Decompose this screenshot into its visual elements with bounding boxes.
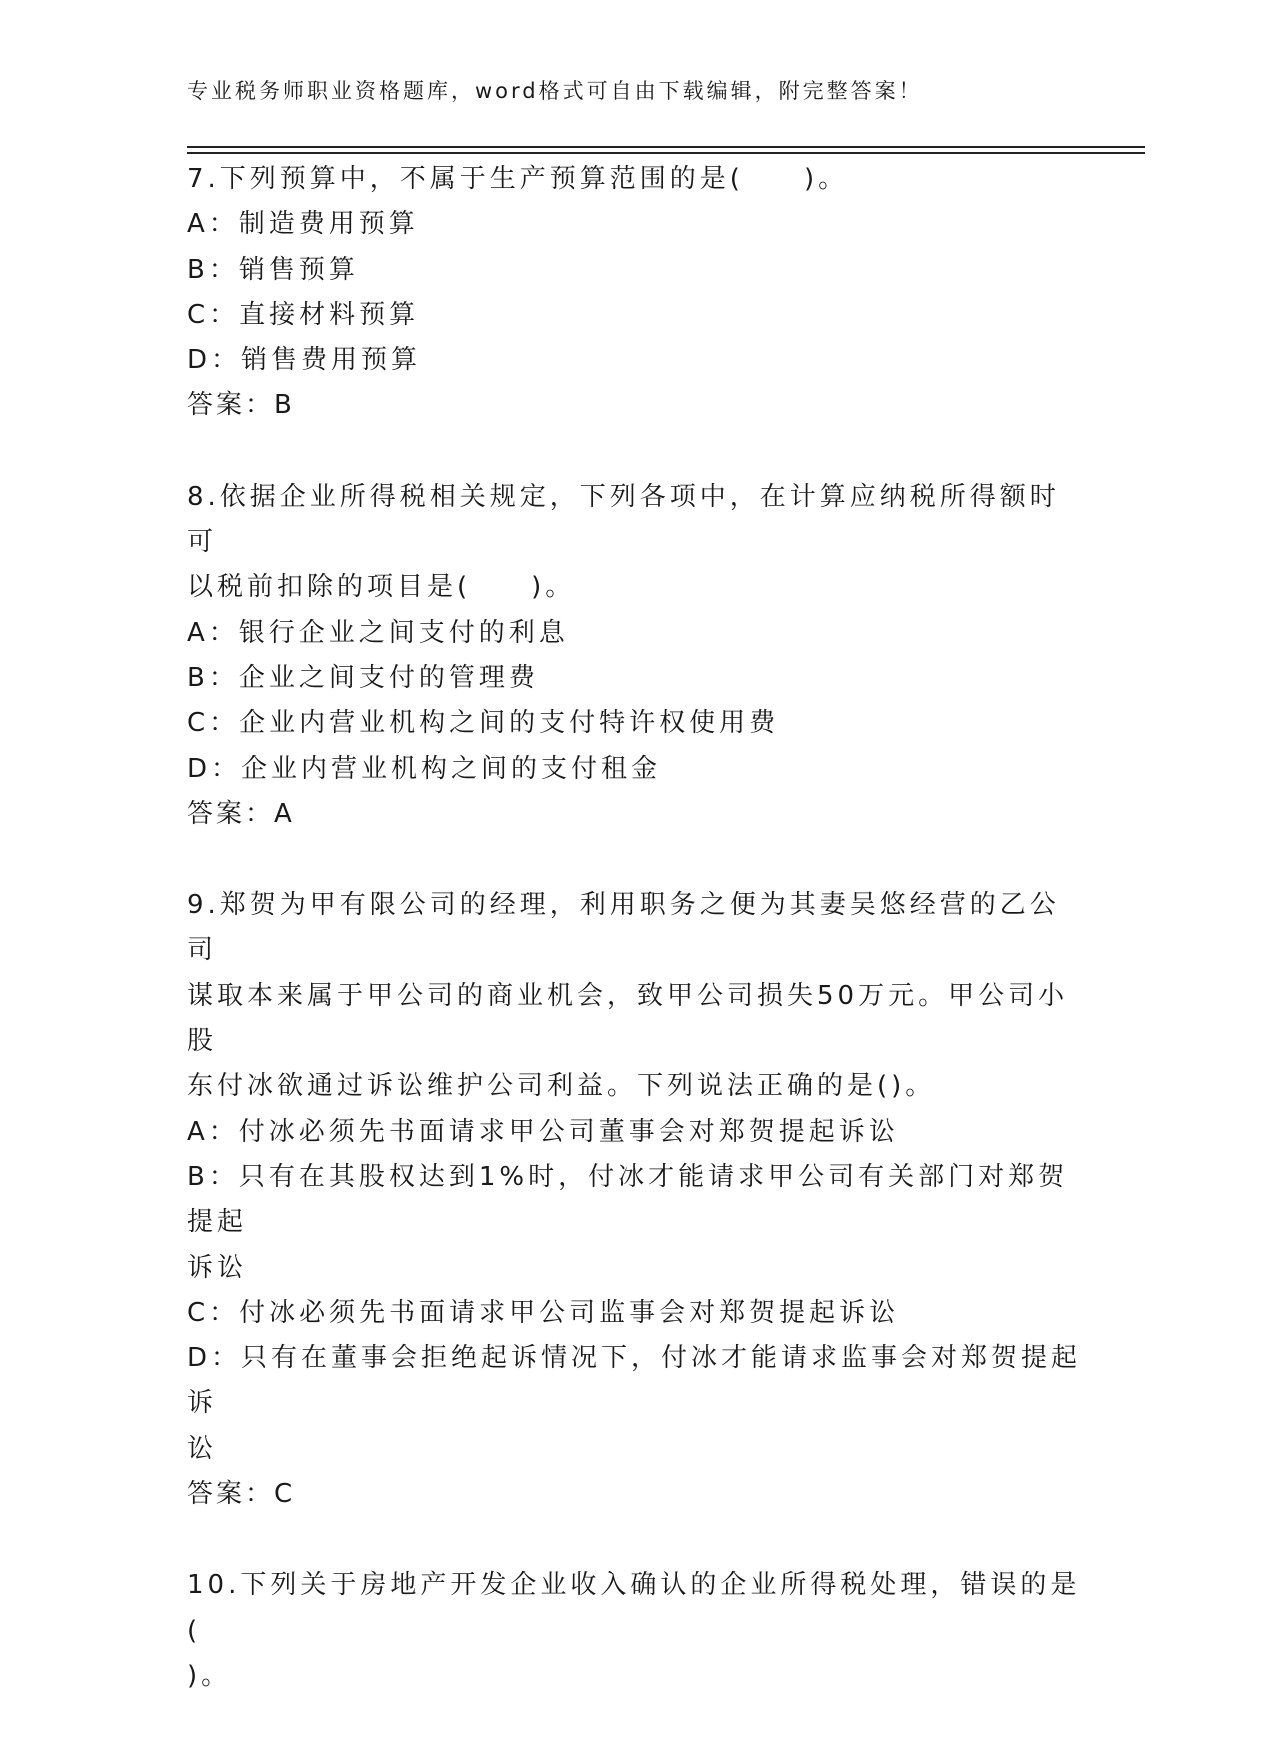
answer-option-line: C：付冰必须先书面请求甲公司监事会对郑贺提起诉讼 <box>187 1297 900 1328</box>
page-header: 专业税务师职业资格题库，word格式可自由下载编辑，附完整答案！ <box>187 79 923 103</box>
question-block <box>187 157 1087 429</box>
header-rule-bottom <box>187 152 1145 154</box>
answer-key: 答案：A <box>187 798 295 829</box>
answer-option-line: A：银行企业之间支付的利息 <box>187 617 569 648</box>
question-stem-line: )。 <box>187 1660 232 1691</box>
answer-option-line: 讼 <box>187 1433 218 1464</box>
answer-option-line: A：制造费用预算 <box>187 209 419 240</box>
answer-option-line: C：直接材料预算 <box>187 299 420 330</box>
answer-option-line: D：只有在董事会拒绝起诉情况下，付冰才能请求监事会对郑贺提起诉 <box>187 1343 1082 1419</box>
question-list <box>187 157 1087 1745</box>
answer-key: 答案：C <box>187 1479 296 1510</box>
question-stem-line: 7.下列预算中，不属于生产预算范围的是( )。 <box>187 164 849 194</box>
question-block <box>187 1563 1087 1699</box>
answer-option-line: 诉讼 <box>187 1252 248 1283</box>
question-block <box>187 883 1087 1517</box>
answer-option-line: B：企业之间支付的管理费 <box>187 662 539 693</box>
question-stem-line: 9.郑贺为甲有限公司的经理，利用职务之便为其妻吴悠经营的乙公司 <box>187 890 1060 966</box>
answer-option-line: D：销售费用预算 <box>187 345 422 376</box>
answer-option-line: B：销售预算 <box>187 254 359 285</box>
question-stem-line: 以税前扣除的项目是( )。 <box>187 572 576 603</box>
answer-option-line: A：付冰必须先书面请求甲公司董事会对郑贺提起诉讼 <box>187 1116 899 1147</box>
answer-key: 答案：B <box>187 390 295 421</box>
question-stem-line: 东付冰欲通过诉讼维护公司利益。下列说法正确的是()。 <box>187 1071 936 1102</box>
answer-option-line: B：只有在其股权达到1%时，付冰才能请求甲公司有关部门对郑贺提起 <box>187 1161 1069 1238</box>
answer-option-line: C：企业内营业机构之间的支付特许权使用费 <box>187 708 780 739</box>
question-block <box>187 475 1087 837</box>
question-stem-line: 10.下列关于房地产开发企业收入确认的企业所得税处理，错误的是( <box>187 1570 1081 1646</box>
question-stem-line: 8.依据企业所得税相关规定，下列各项中，在计算应纳税所得额时可 <box>187 481 1060 558</box>
question-stem-line: 谋取本来属于甲公司的商业机会，致甲公司损失50万元。甲公司小股 <box>187 980 1069 1057</box>
answer-option-line: D：企业内营业机构之间的支付租金 <box>187 753 662 784</box>
header-rule-top <box>187 146 1145 148</box>
